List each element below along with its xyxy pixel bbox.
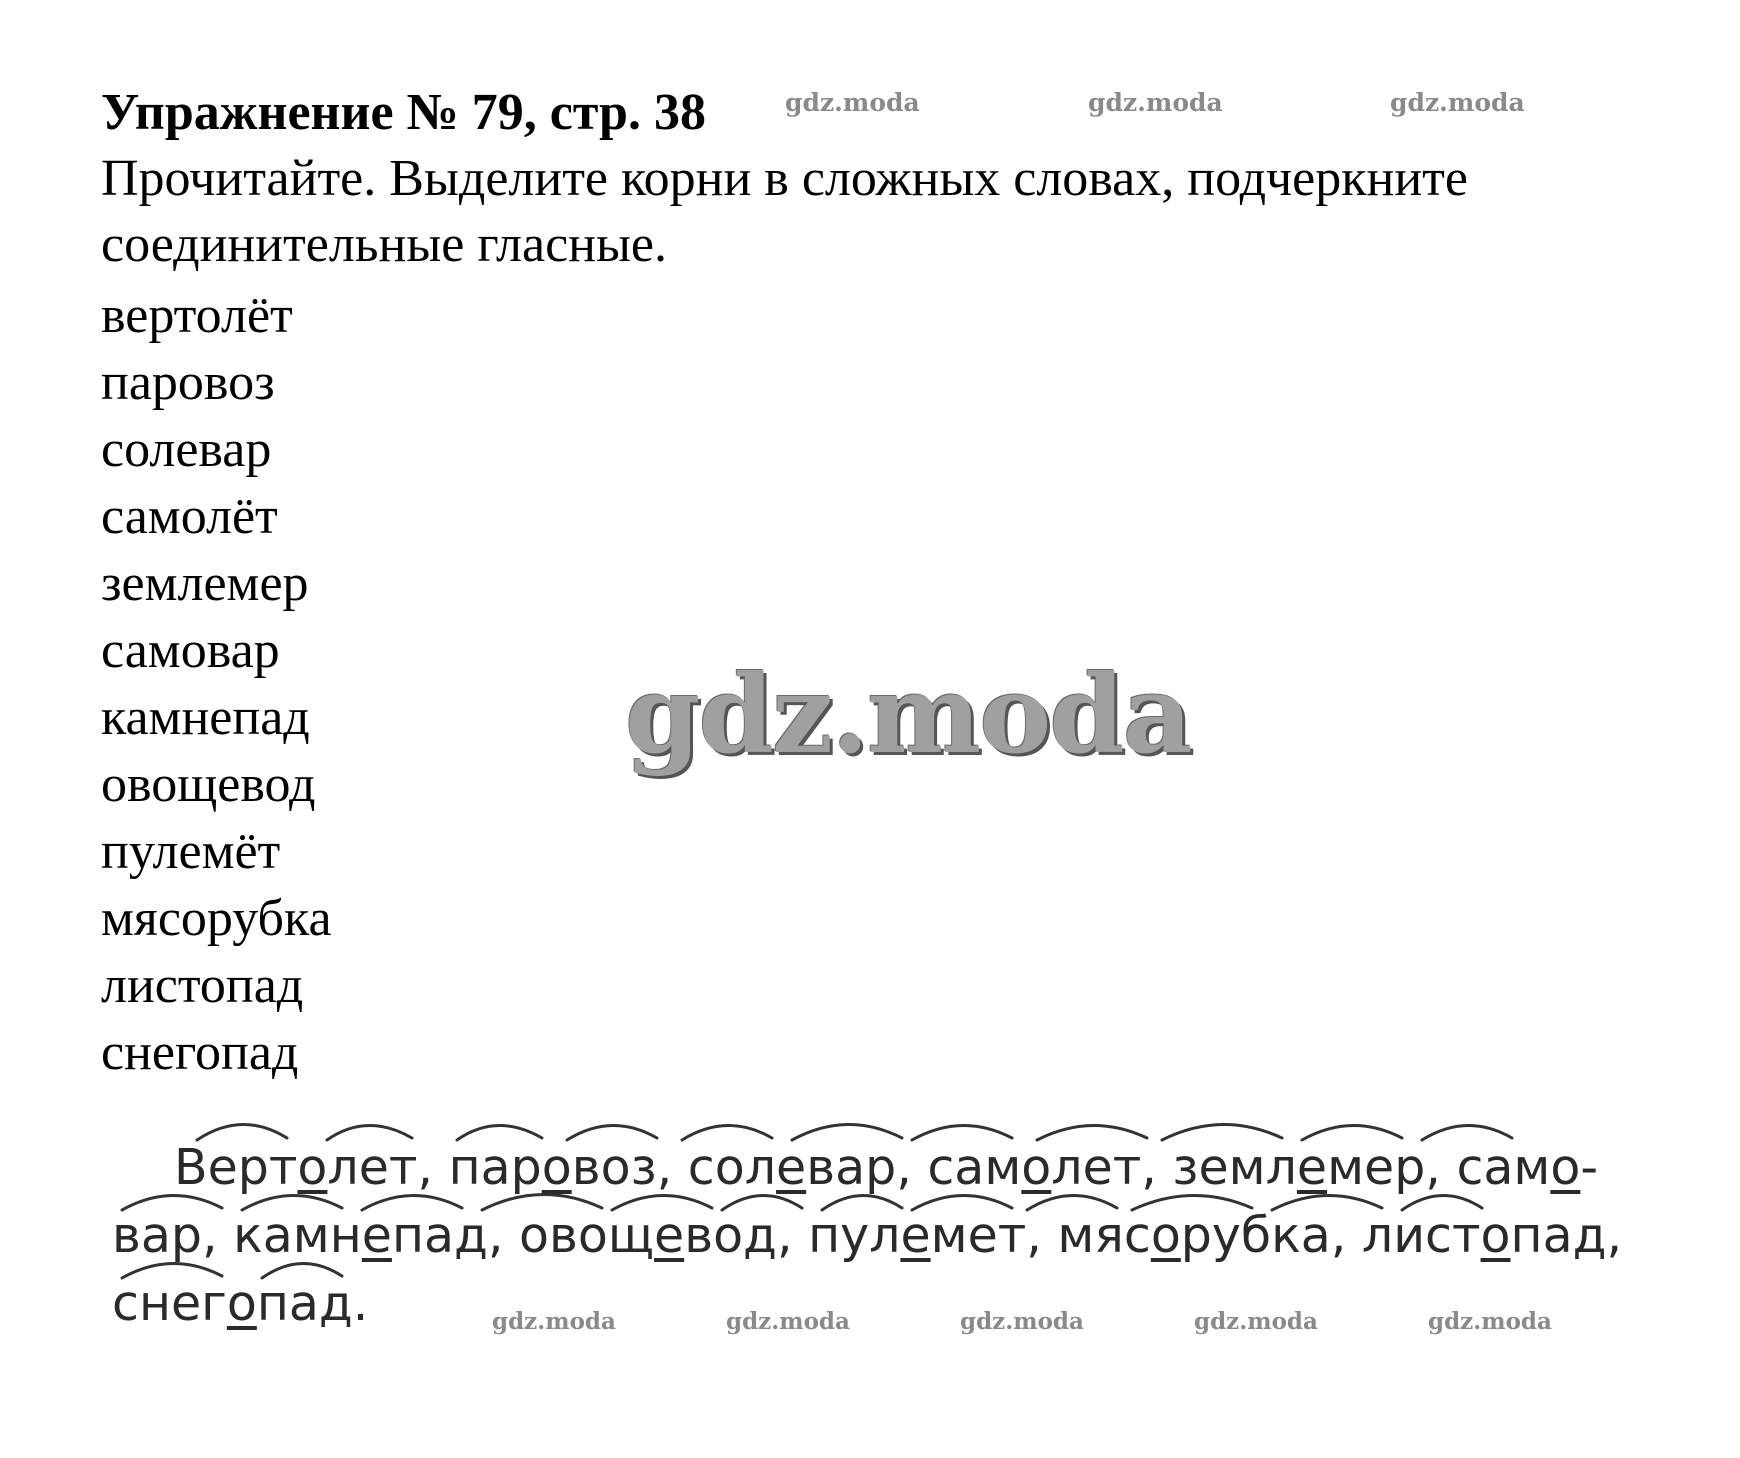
answer-fragment: лет, земл (1051, 1139, 1297, 1196)
connecting-vowel: е (361, 1207, 392, 1264)
answer-fragment: воз, сол (571, 1139, 777, 1196)
connecting-vowel: о (1021, 1139, 1052, 1196)
exercise-instruction: Прочитайте. Выделите корни в сложных словах, подчеркните соединительные гласные. (101, 150, 1468, 273)
connecting-vowel: е (1296, 1139, 1328, 1196)
answer-fragment: вар, камн (112, 1207, 362, 1264)
handwritten-answer (112, 1110, 1623, 1360)
watermark-bottom-4: gdz.moda (1194, 1308, 1318, 1335)
watermark-bottom-5: gdz.moda (1428, 1308, 1552, 1335)
connecting-vowel: о (226, 1275, 257, 1332)
answer-fragment: мер, сам (1327, 1139, 1551, 1196)
word-item: камнепад (101, 689, 310, 746)
watermark-top-1: gdz.moda (785, 88, 920, 117)
watermark-bottom-2: gdz.moda (726, 1308, 850, 1335)
word-item: листопад (101, 957, 304, 1014)
connecting-vowel: о (297, 1139, 328, 1196)
answer-fragment: мет, мяс (930, 1207, 1151, 1264)
word-item: мясорубка (101, 890, 332, 947)
watermark-top-2: gdz.moda (1088, 88, 1223, 117)
watermark-bottom-1: gdz.moda (492, 1308, 616, 1335)
word-item: снегопад (101, 1024, 299, 1081)
word-list (101, 282, 332, 1086)
answer-line-3 (112, 1274, 368, 1334)
connecting-vowel: о (1550, 1139, 1581, 1196)
answer-line-1 (174, 1138, 1598, 1198)
connecting-vowel: о (1480, 1207, 1511, 1264)
exercise-title: Упражнение № 79, стр. 38 (101, 84, 706, 141)
word-item: солевар (101, 421, 272, 478)
answer-fragment: рубка, лист (1180, 1207, 1481, 1264)
answer-fragment: вод, пул (684, 1207, 901, 1264)
connecting-vowel: е (900, 1207, 931, 1264)
answer-fragment: - (1580, 1139, 1599, 1196)
watermark-bottom-3: gdz.moda (960, 1308, 1084, 1335)
connecting-vowel: о (541, 1139, 572, 1196)
word-item: вертолёт (101, 287, 293, 344)
word-item: землемер (101, 555, 309, 612)
watermark-top-3: gdz.moda (1390, 88, 1525, 117)
answer-line-2 (112, 1206, 1622, 1266)
word-item: паровоз (101, 354, 275, 411)
answer-fragment: Верт (174, 1139, 298, 1196)
answer-fragment: пад, овощ (391, 1207, 655, 1264)
watermark-center: gdz.moda (625, 652, 1191, 778)
connecting-vowel: е (654, 1207, 685, 1264)
word-item: пулемёт (101, 823, 281, 880)
answer-fragment: пад. (256, 1275, 369, 1332)
connecting-vowel: е (776, 1139, 807, 1196)
word-item: самовар (101, 622, 280, 679)
word-item: самолёт (101, 488, 278, 545)
answer-fragment: лет, пар (327, 1139, 542, 1196)
answer-fragment: вар, сам (806, 1139, 1022, 1196)
connecting-vowel: о (1150, 1207, 1181, 1264)
word-item: овощевод (101, 756, 316, 813)
answer-fragment: снег (112, 1275, 227, 1332)
answer-fragment: пад, (1510, 1207, 1623, 1264)
